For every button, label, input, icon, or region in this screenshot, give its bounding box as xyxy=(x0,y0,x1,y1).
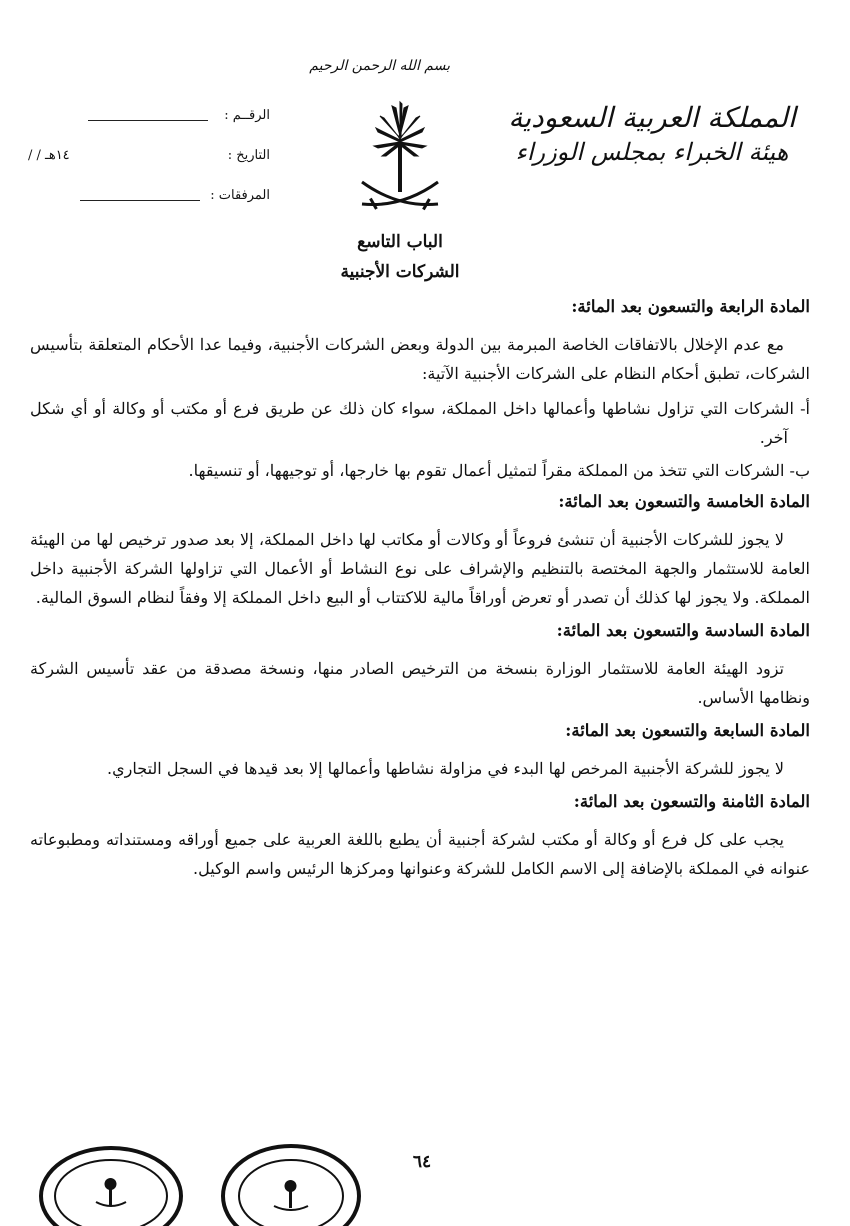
attachments-line xyxy=(80,200,200,201)
article-198 xyxy=(30,789,810,883)
article-paragraph: يجب على كل فرع أو وكالة أو مكتب لشركة أجنبية أن يطبع باللغة العربية على جميع أوراقه ومستنداته ومطبوعاته عنوانه في المملكة بالإضافة إلى الاسم الكامل للشركة وعنوانها ومركزها الرئيس واسم الوكيل. xyxy=(30,830,810,878)
article-title: المادة الثامنة والتسعون بعد المائة: xyxy=(573,792,810,811)
official-seal-left-icon xyxy=(36,1136,186,1226)
article-title: المادة السابعة والتسعون بعد المائة: xyxy=(565,721,810,740)
article-title: المادة الرابعة والتسعون بعد المائة: xyxy=(571,297,810,316)
article-item: أ- الشركات التي تزاول نشاطها وأعمالها داخل المملكة، سواء كان ذلك عن طريق فرع أو مكتب أو وكالة أو أي شكل آخر. xyxy=(30,399,810,447)
article-195 xyxy=(30,489,810,612)
reference-row xyxy=(20,108,270,128)
basmala: بسم الله الرحمن الرحيم xyxy=(309,58,450,74)
date-value: / / ١٤هـ xyxy=(28,148,70,163)
article-title: المادة الخامسة والتسعون بعد المائة: xyxy=(558,492,810,511)
reference-label: الرقــم : xyxy=(224,108,270,123)
article-196 xyxy=(30,618,810,712)
document-meta xyxy=(20,108,270,203)
article-197 xyxy=(30,718,810,783)
chapter-title: الباب التاسع xyxy=(357,232,443,252)
reference-line xyxy=(88,120,208,121)
attachments-label: المرفقات : xyxy=(210,188,270,203)
article-paragraph: تزود الهيئة العامة للاستثمار الوزارة بنسخة من الترخيص الصادر منها، ونسخة مصدقة من عقد تأسيس الشركة ونظامها الأساس. xyxy=(30,659,810,707)
official-seal-right-icon xyxy=(216,1136,366,1226)
letterhead-right xyxy=(502,100,802,168)
article-paragraph: لا يجوز للشركات الأجنبية أن تنشئ فروعاً أو وكالات أو مكاتب لها داخل المملكة، إلا بعد صدور ترخيص لها من الهيئة العامة للاستثمار والجهة المختصة بالتنظيم والإشراف على نوع النشاط أو الأعمال التي تزاولها الشركة الأجنبية داخل المملكة. ولا يجوز لها كذلك أن تصدر أو تعرض أوراقاً مالية للاكتتاب أو البيع داخل المملكة إلا وفقاً لنظام السوق المالية. xyxy=(30,530,811,607)
article-title: المادة السادسة والتسعون بعد المائة: xyxy=(556,621,810,640)
bureau-name: هيئة الخبراء بمجلس الوزراء xyxy=(515,138,789,166)
article-paragraph: مع عدم الإخلال بالاتفاقات الخاصة المبرمة بين الدولة وبعض الشركات الأجنبية، وفيما عدا الأحكام المتعلقة بتأسيس الشركات، تطبق أحكام النظام على الشركات الأجنبية الآتية: xyxy=(30,335,810,383)
attachments-row xyxy=(20,188,270,208)
article-paragraph: لا يجوز للشركة الأجنبية المرخص لها البدء في مزاولة نشاطها وأعمالها إلا بعد قيدها في السجل التجاري. xyxy=(107,759,784,778)
page-number: ٦٤ xyxy=(412,1152,432,1172)
chapter-subtitle: الشركات الأجنبية xyxy=(340,262,460,282)
saudi-emblem-icon xyxy=(358,100,442,224)
document-body xyxy=(30,294,810,889)
date-label: التاريخ : xyxy=(227,148,270,163)
date-row xyxy=(20,148,270,168)
article-194 xyxy=(30,294,810,485)
article-item: ب- الشركات التي تتخذ من المملكة مقراً لتمثيل أعمال تقوم بها خارجها، أو توجيهها، أو تنسيقها. xyxy=(188,461,810,480)
kingdom-name: المملكة العربية السعودية xyxy=(508,101,796,134)
